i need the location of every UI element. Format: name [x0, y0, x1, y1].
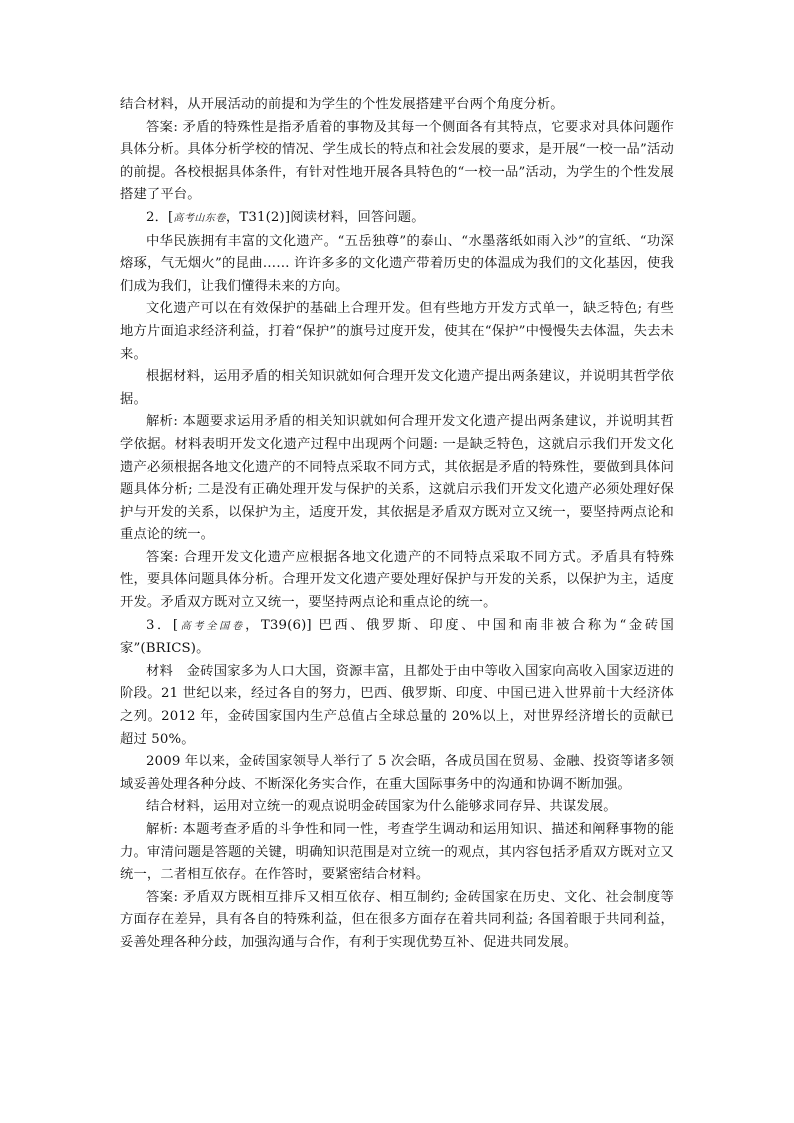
paragraph-text: 解析: 本题要求运用矛盾的相关知识就如何合理开发文化遗产提出两条建议，并说明其哲学依据。材料表明开发文化遗产过程中出现两个问题: 一是缺乏特色，这就启示我们开发文化遗产必须根据各地文化遗产的不同特点采取不同方式，其依据是矛盾的特殊性，要做到具体问题具体分析; 二是没有正确处理开发与保护的关系，这就启示我们开发文化遗产必须处理好保护与开发的关系，以保护为主，适度开发，其依据是矛盾双方既对立又统一，要坚持两点论和重点论的统一。: [120, 414, 674, 543]
paragraph-text: 3．[: [146, 617, 179, 633]
paragraph-text: ，T39(6)] 巴西、俄罗斯、印度、中国和南非被合称为“金砖国家”(BRICS)。: [120, 617, 674, 657]
paragraph-text: 文化遗产可以在有效保护的基础上合理开发。但有些地方开发方式单一，缺乏特色; 有些地方片面追求经济利益，打着“保护”的旗号过度开发，使其在“保护”中慢慢失去体温，失去未来。: [120, 301, 674, 362]
paragraph-p13: [120, 819, 674, 887]
paragraph-text: 结合材料，运用对立统一的观点说明金砖国家为什么能够求同存异、共谋发展。: [146, 799, 617, 815]
paragraph-text: 结合材料，从开展活动的前提和为学生的个性发展搭建平台两个角度分析。: [120, 97, 564, 112]
source-tag: 高考全国卷: [178, 620, 246, 632]
paragraph-p9: [120, 615, 674, 661]
paragraph-text: 答案: 合理开发文化遗产应根据各地文化遗产的不同特点采取不同方式。矛盾具有特殊性，要具体问题具体分析。合理开发文化遗产要处理好保护与开发的关系，以保护为主，适度开发。矛盾双方既对立又统一，要坚持两点论和重点论的统一。: [120, 549, 674, 611]
paragraph-text: 根据材料，运用矛盾的相关知识就如何合理开发文化遗产提出两条建议，并说明其哲学依据。: [120, 369, 674, 407]
paragraph-text: 中华民族拥有丰富的文化遗产。“五岳独尊”的泰山、“水墨落纸如雨入沙”的宣纸、“功深熔琢，气无烟火”的昆曲…… 许许多多的文化遗产带着历史的体温成为我们的文化基因，使我们成为我们，让我们懂得未来的方向。: [120, 233, 674, 294]
paragraph-text: 答案: 矛盾双方既相互排斥又相互依存、相互制约; 金砖国家在历史、文化、社会制度等方面存在差异，具有各自的特殊利益，但在很多方面存在着共同利益; 各国着眼于共同利益，妥善处理各种分歧，加强沟通与合作，有利于实现优势互补、促进共同发展。: [120, 889, 674, 950]
paragraph-p14: [120, 887, 674, 955]
paragraph-p4: [120, 231, 674, 299]
source-tag: 高考山东卷: [173, 212, 226, 224]
paragraph-p10: [120, 661, 674, 751]
paragraph-p2: [120, 117, 674, 207]
paragraph-p8: [120, 547, 674, 615]
paragraph-p7: [120, 411, 674, 547]
paragraph-text: 答案: 矛盾的特殊性是指矛盾着的事物及其每一个侧面各有其特点，它要求对具体问题作具体分析。具体分析学校的情况、学生成长的特点和社会发展的要求，是开展“一校一品”活动的前提。各校根据具体条件，有针对性地开展各具特色的“一校一品”活动，为学生的个性发展搭建了平台。: [120, 119, 674, 203]
paragraph-p6: [120, 366, 674, 411]
paragraph-p3: [120, 207, 674, 231]
paragraph-p5: [120, 298, 674, 366]
paragraph-text: 解析: 本题考查矛盾的斗争性和同一性，考查学生调动和运用知识、描述和阐释事物的能力。审清问题是答题的关键，明确知识范围是对立统一的观点，其内容包括矛盾双方既对立又统一，二者相互依存。在作答时，要紧密结合材料。: [120, 822, 674, 883]
paragraph-text: 2．[: [146, 209, 174, 225]
paragraph-text: 2009 年以来，金砖国家领导人举行了 5 次会晤，各成员国在贸易、金融、投资等诸多领域妥善处理各种分歧、不断深化务实合作，在重大国际事务中的沟通和协调不断加强。: [120, 754, 674, 792]
document-body: [120, 94, 674, 955]
paragraph-p1: [120, 94, 674, 117]
paragraph-p11: [120, 751, 674, 796]
paragraph-text: ，T31(2)]阅读材料，回答问题。: [225, 209, 425, 225]
paragraph-p12: [120, 796, 674, 819]
paragraph-text: 材料 金砖国家多为人口大国，资源丰富，且都处于由中等收入国家向高收入国家迈进的阶段。21 世纪以来，经过各自的努力，巴西、俄罗斯、印度、中国已进入世界前十大经济体之列。2012 年，金砖国家国内生产总值占全球总量的 20%以上，对世界经济增长的贡献已超过 50%。: [120, 663, 674, 747]
